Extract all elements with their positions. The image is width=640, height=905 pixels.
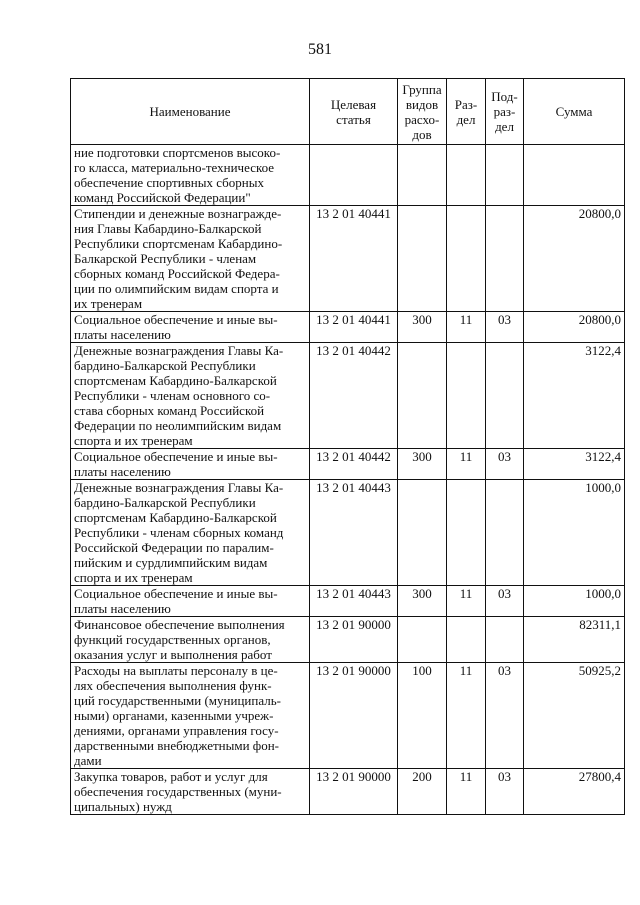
cell-section [447,480,486,586]
cell-sum: 3122,4 [524,343,625,449]
cell-name-line: функций государственных органов, [74,632,271,647]
cell-name-line: ции по олимпийским видам спорта и [74,281,279,296]
page-number: 581 [308,41,332,58]
cell-expense-group [398,145,447,206]
table-row [71,617,625,663]
header-subsection-line: раз- [493,104,516,119]
cell-expense-group: 300 [398,312,447,343]
cell-target-article: 13 2 01 40442 [310,449,398,480]
cell-sum: 3122,4 [524,449,625,480]
cell-name-line: ципальных) нужд [74,799,172,814]
cell-name-line: спортсменам Кабардино-Балкарской [74,373,277,388]
cell-expense-group: 300 [398,586,447,617]
cell-name [71,617,310,663]
cell-name-line: Республики - членам основного со- [74,388,271,403]
header-target-line: статья [336,111,371,127]
cell-name [71,586,310,617]
cell-section: 11 [447,312,486,343]
table-row [71,145,625,206]
table-row [71,312,625,343]
cell-target-article: 13 2 01 90000 [310,769,398,815]
cell-name-line: Российской Федерации по паралим- [74,540,274,555]
cell-sum: 1000,0 [524,586,625,617]
cell-expense-group: 100 [398,663,447,769]
cell-name [71,449,310,480]
cell-name-line: дарственными внебюджетными фон- [74,738,279,753]
cell-name-line: го класса, материально-техническое [74,160,275,175]
cell-name-line: бардино-Балкарской Республики [74,358,256,373]
cell-name-line: дениями, органами управления госу- [74,723,279,738]
header-group-line: Группа [402,81,442,97]
header-subsection-line: дел [495,119,514,134]
cell-name-line: Республики - членам сборных команд [74,525,284,540]
cell-target-article: 13 2 01 40442 [310,343,398,449]
cell-section [447,617,486,663]
cell-name [71,312,310,343]
cell-name-line: Балкарской Республики - членам [74,251,257,266]
cell-sum: 20800,0 [524,312,625,343]
cell-name-line: става сборных команд Российской [74,403,265,418]
table-row [71,206,625,312]
cell-name [71,480,310,586]
cell-subsection [486,343,524,449]
header-section-line: дел [456,111,476,127]
table-row [71,449,625,480]
cell-section: 11 [447,663,486,769]
cell-name-line: обеспечения государственных (муни- [74,784,282,799]
cell-subsection [486,480,524,586]
cell-name-line: Стипендии и денежные вознагражде- [74,206,282,221]
table-header-row [71,79,625,145]
cell-target-article: 13 2 01 40441 [310,206,398,312]
cell-sum: 20800,0 [524,206,625,312]
header-sum: Сумма [524,79,625,145]
cell-section: 11 [447,586,486,617]
cell-section [447,145,486,206]
cell-name-line: Расходы на выплаты персоналу в це- [74,663,278,678]
cell-target-article: 13 2 01 90000 [310,617,398,663]
budget-table [70,78,625,815]
table-row [71,769,625,815]
cell-name-line: платы населению [74,327,171,342]
cell-expense-group [398,617,447,663]
cell-name-line: Закупка товаров, работ и услуг для [74,769,268,784]
header-subsection [486,79,524,145]
cell-name-line: дами [74,753,102,768]
cell-sum: 50925,2 [524,663,625,769]
table-body [71,145,625,815]
cell-sum: 82311,1 [524,617,625,663]
cell-target-article: 13 2 01 40443 [310,586,398,617]
cell-sum: 27800,4 [524,769,625,815]
cell-name-line: платы населению [74,464,171,479]
cell-name-line: ния Главы Кабардино-Балкарской [74,221,262,236]
cell-expense-group [398,206,447,312]
cell-subsection: 03 [486,312,524,343]
table-row [71,586,625,617]
cell-sum [524,145,625,206]
cell-name [71,145,310,206]
cell-name-line: ными) органами, казенными учреж- [74,708,274,723]
cell-name-line: Социальное обеспечение и иные вы- [74,312,278,327]
cell-section [447,343,486,449]
header-section-line: Раз- [454,96,478,112]
header-target-line: Целевая [330,96,377,112]
cell-name-line: спорта и их тренерам [74,570,193,585]
header-target-article [310,79,398,145]
cell-name-line: Республики спортсменам Кабардино- [74,236,283,251]
table-row [71,663,625,769]
cell-subsection: 03 [486,586,524,617]
header-section [447,79,486,145]
table-row [71,480,625,586]
cell-expense-group: 200 [398,769,447,815]
cell-subsection [486,617,524,663]
header-group-line: расхо- [404,111,440,127]
table-row [71,343,625,449]
cell-name-line: пийским и сурдлимпийским видам [74,555,268,570]
cell-section: 11 [447,769,486,815]
cell-section [447,206,486,312]
cell-name-line: ние подготовки спортсменов высоко- [74,145,281,160]
cell-subsection [486,206,524,312]
cell-name-line: Финансовое обеспечение выполнения [74,617,285,632]
cell-name-line: платы населению [74,601,171,616]
cell-name-line: Социальное обеспечение и иные вы- [74,449,278,464]
header-expense-group [398,79,447,145]
cell-name-line: Социальное обеспечение и иные вы- [74,586,278,601]
cell-name-line: Денежные вознаграждения Главы Ка- [74,343,284,358]
cell-subsection: 03 [486,769,524,815]
cell-name-line: бардино-Балкарской Республики [74,495,256,510]
cell-subsection: 03 [486,663,524,769]
cell-name [71,206,310,312]
cell-name [71,663,310,769]
cell-target-article: 13 2 01 90000 [310,663,398,769]
cell-subsection [486,145,524,206]
cell-name-line: ций государственными (муниципаль- [74,693,281,708]
cell-expense-group [398,480,447,586]
cell-name [71,769,310,815]
cell-name-line: сборных команд Российской Федера- [74,266,280,281]
cell-name-line: лях обеспечения выполнения функ- [74,678,272,693]
cell-name-line: оказания услуг и выполнения работ [74,647,272,662]
cell-target-article: 13 2 01 40443 [310,480,398,586]
cell-name-line: их тренерам [74,296,143,311]
cell-name-line: спортсменам Кабардино-Балкарской [74,510,277,525]
header-name: Наименование [71,79,310,145]
header-subsection-line: Под- [491,89,518,104]
cell-expense-group: 300 [398,449,447,480]
cell-name-line: Федерации по неолимпийским видам [74,418,282,433]
header-group-line: видов [405,96,439,112]
cell-target-article [310,145,398,206]
cell-sum: 1000,0 [524,480,625,586]
cell-name [71,343,310,449]
cell-name-line: обеспечение спортивных сборных [74,175,264,190]
cell-name-line: команд Российской Федерации" [74,190,251,205]
cell-expense-group [398,343,447,449]
cell-target-article: 13 2 01 40441 [310,312,398,343]
cell-name-line: Денежные вознаграждения Главы Ка- [74,480,284,495]
cell-subsection: 03 [486,449,524,480]
cell-section: 11 [447,449,486,480]
cell-name-line: спорта и их тренерам [74,433,193,448]
header-group-line: дов [412,126,432,142]
